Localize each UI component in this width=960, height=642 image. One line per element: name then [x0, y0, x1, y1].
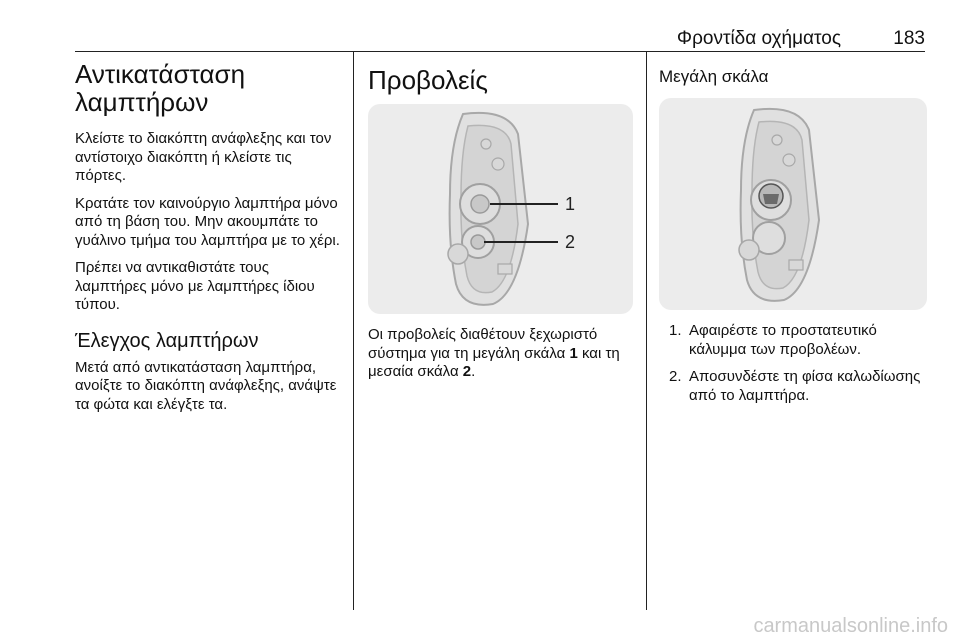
heading-headlights: Προβολείς [368, 65, 488, 95]
steps-list [659, 322, 929, 405]
heading-bulb-replacement: Αντικατάσταση λαμπτήρων [75, 59, 246, 117]
watermark: carmanualsonline.info [753, 615, 948, 637]
paragraph-same-type: Πρέπει να αντικαθιστάτε τους λαμπτήρες μόνο με λαμπτήρες ίδιου τύπου. [75, 259, 315, 313]
step-2: 2. Αποσυνδέστε τη φίσα καλωδίωσης από το λαμπτήρα. [669, 368, 921, 404]
column-3 [659, 52, 929, 414]
page-number: 183 [893, 28, 925, 49]
column-1 [75, 52, 343, 423]
heading-high-beam: Μεγάλη σκάλα [659, 67, 769, 86]
high-beam-illustration [659, 98, 927, 310]
headlight-illustration [368, 104, 633, 314]
page-header [75, 28, 925, 50]
heading-bulb-check: Έλεγχος λαμπτήρων [75, 329, 259, 352]
section-title: Φροντίδα οχήματος [676, 28, 841, 49]
column-divider-2 [646, 52, 647, 610]
column-divider-1 [353, 52, 354, 610]
callout-1: 1 [565, 194, 576, 214]
column-2 [368, 52, 633, 391]
paragraph-hold-bulb: Κρατάτε τον καινούργιο λαμπτήρα μόνο από τη βάση του. Μην ακουμπάτε το γυάλινο τμήμα του λαμπτήρα με το χέρι. [75, 194, 340, 249]
paragraph-ignition: Κλείστε το διακόπτη ανάφλεξης και τον αντίστοιχο διακόπτη ή κλείστε τις πόρτες. [75, 130, 332, 184]
high-beam-drawing [659, 98, 927, 310]
callout-2: 2 [565, 232, 576, 252]
step-1: 1. Αφαιρέστε το προστατευτικό κάλυμμα των προβολέων. [669, 322, 877, 358]
figure-caption: Οι προβολείς διαθέτουν ξεχωριστό σύστημα για τη μεγάλη σκάλα 1 και τη μεσαία σκάλα 2. [368, 326, 620, 380]
paragraph-check: Μετά από αντικατάσταση λαμπτήρα, ανοίξτε το διακόπτη ανάφλεξης, ανάψτε τα φώτα και ελέγξτε τα. [75, 358, 337, 413]
headlight-drawing [368, 104, 633, 314]
